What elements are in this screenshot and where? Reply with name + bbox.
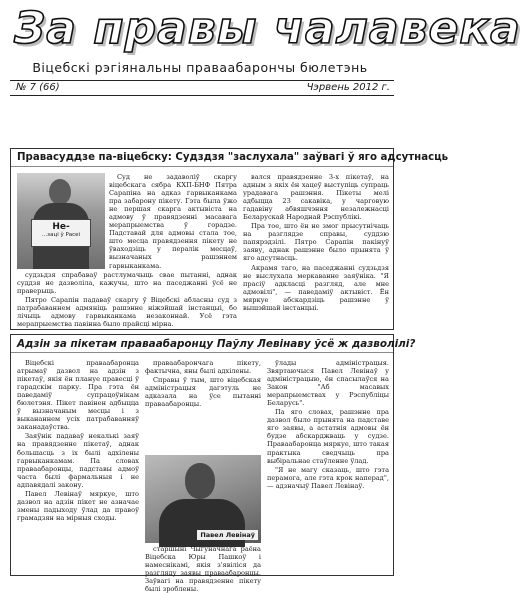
- paragraph: Пра тое, што ён не змог прысутнічаць на разглядзе справы, суддзю папярэдзілі. Пятро Сарапін пакінуў заяву, аднак рашэнне было прынята ў яго адсутнасць.: [243, 222, 389, 263]
- article-court-ruling: [10, 148, 449, 330]
- article-headline: Правасуддзе па-віцебску: Судздзя "заслухала" заўвагі ў яго адсутнасць: [11, 149, 393, 167]
- masthead: [0, 0, 521, 98]
- article-headline: Адзін за пікетам праваабаронцу Паўлу Левінаву ўсё ж дазволілі?: [11, 335, 393, 353]
- paragraph: вался правядзенне 3-х пікетаў, на адным з якіх ён хацеў выступіць супраць урадавага рашэння. Пікеты мелі адбыцца 23 сакавіка, у чарговую гадавіну абвяшчэння незалежнасці Беларускай Народнай Рэспублікі.: [243, 173, 389, 222]
- protest-sign-main: Не-: [52, 222, 70, 232]
- paragraph: Віцебскі праваабаронца атрымаў дазвол на адзін з пікетаў, якія ён плануе правесці ў гарадскім парку. Пра гэта ён паведаміў супрацоўнікам бюлетэня. Пікет павінен адбыцца ў вызначаным месцы і з выкананнем усіх патрабаванняў заканадаўства.: [17, 359, 139, 432]
- paragraph: ўлады адміністрацыя. Звяртаючыся Павел Левінаў у адміністрацыю, ён спасылаўся на Закон "Аб масавых мерапрыемствах у Рэспубліцы Беларусь".: [267, 359, 389, 408]
- newspaper-subtitle: Віцебскі рэгіянальны праваабарончы бюлетэнь: [32, 60, 368, 75]
- photo-person-head: [49, 179, 71, 205]
- newspaper-title: За правы чалавека: [14, 3, 521, 54]
- issue-date: Чэрвень 2012 г.: [306, 82, 390, 93]
- protest-photo: [17, 173, 105, 269]
- paragraph: "Я не магу сказаць, што гэта перамога, але гэта крок наперад", — адзначыў Павел Левінаў.: [267, 465, 389, 490]
- article-column: [145, 359, 261, 451]
- paragraph: Па яго словах, рашэнне пра дазвол было прынята на падставе яго заявы, а астатнія адмовы ён будзе абскарджваць у судзе. Праваабаронца мяркуе, што такая практыка сведчыць пра выбіральнае стаўленне ўлад.: [267, 408, 389, 465]
- paragraph: Пятро Сарапін падаваў скаргу ў Віцебскі абласны суд з патрабаваннем адмяніць рашэнне ніжэйшай інстанцыі, бо лічыць адмову гарвыканкама незаконнай. Усё гэта мерапрыемства павінна было прайсці мірна.: [17, 296, 237, 329]
- article-column: [267, 359, 389, 571]
- article-column: [17, 359, 139, 571]
- paragraph: Суд не задаволіў скаргу віцебскага сябра КХП-БНФ Пятра Сарапіна на адказ гарвыканкама пра забарону пікету. Гэта была ўжо не першая скарга актывіста на адмову ў правядзенні масавага мерапрыемства ў горадзе. Падставай для адмовы стала тое, што месца правядзення пікету не ўваходзіць у пералік месцаў, вызначаных рашэннем гарвыканкама.: [109, 173, 237, 270]
- issue-bar: [10, 80, 394, 96]
- article-picket-permit: [10, 334, 416, 593]
- paragraph: Акрамя таго, на паседжанні судзьдзя не выслухала меркаванне заяўніка. "Я прасіў адкласці разгляд, але мне адмовілі", — паведаміў актывіст. Ён мяркуе абскардзіць рашэнне ў вышэйшай інстанцыі.: [243, 263, 389, 312]
- paragraph: старшыні Чыгуначнага раёна Віцебска Юры Пашкоў і намеснікамі, якія з'явіліся да разгляду заявы праваабаронцы. Заўвагі на правядзенне пікету былі зроблены.: [145, 545, 261, 593]
- portrait-head: [185, 463, 215, 499]
- portrait-photo: [145, 455, 261, 543]
- paragraph: судзьдзя спрабаваў растлумачыць свае пытанні, аднак суддзя не дазволіла, кажучы, што на паседжанні ўсё не праверыць.: [17, 271, 237, 296]
- article-column: [17, 271, 237, 327]
- paragraph: Заяўнік падаваў некалькі заяў на правядзенне пікетаў, аднак большасць з іх былі адхілены гарвыканкамам. Па словах праваабаронцы, падставы адмоў часта былі фармальныя і не адпавядалі закону.: [17, 432, 139, 489]
- paragraph: Павел Левінаў мяркуе, што дазвол на адзін пікет не азначае змены падыходу ўлад да правоў грамадзян на мірныя сходы.: [17, 489, 139, 522]
- paragraph: Справы ў тым, што віцебская адміністрацыя дагэтуль не адказала на ўсе пытанні праваабаронцы.: [145, 376, 261, 409]
- article-column: [243, 173, 389, 327]
- article-column: [145, 545, 261, 593]
- photo-caption: Павел Левінаў: [197, 530, 258, 540]
- article-column: [109, 173, 237, 269]
- protest-sign: [31, 219, 91, 247]
- protest-sign-sub: ...заці ў Расеі: [41, 232, 81, 238]
- issue-number: № 7 (66): [16, 82, 60, 93]
- paragraph: праваабарончага пікету, фактычна, яны былі адхілены.: [145, 359, 261, 376]
